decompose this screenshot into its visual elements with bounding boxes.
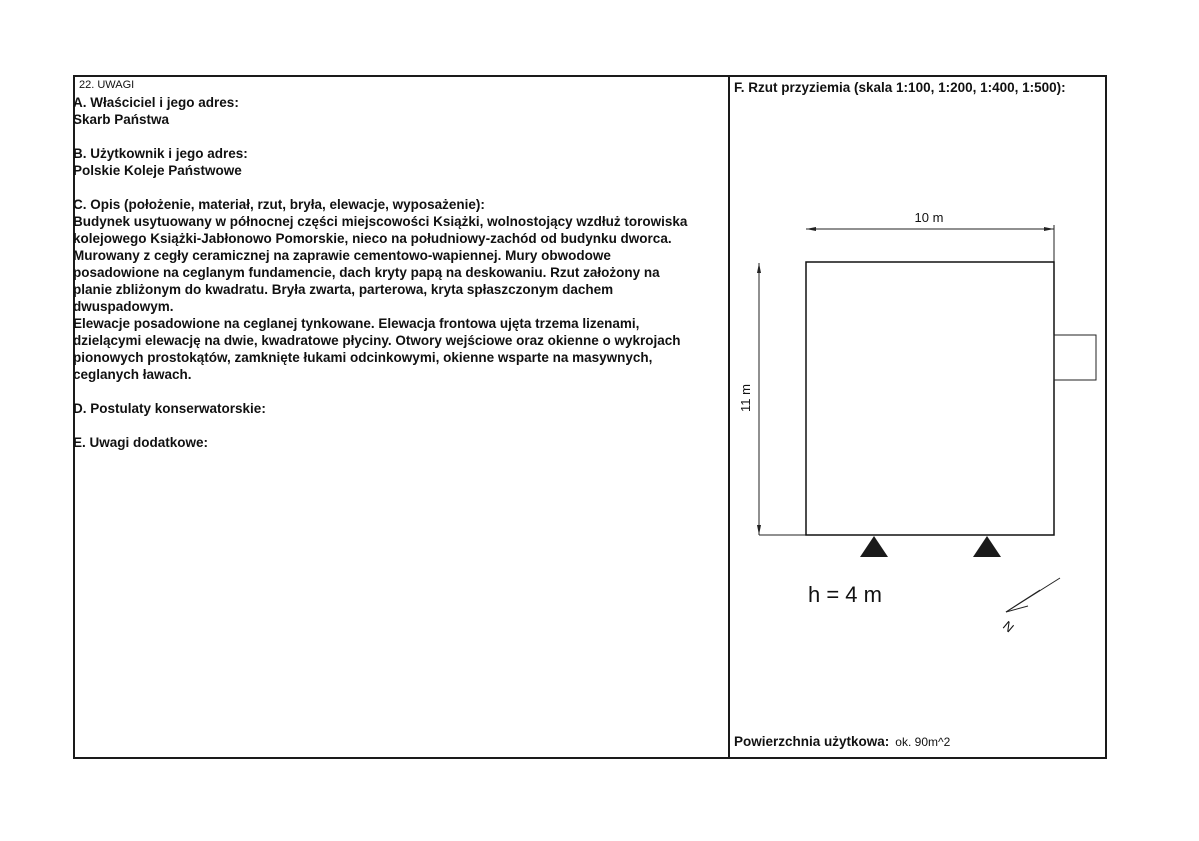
- description-line: pionowych prostokątów, zamknięte łukami odcinkowymi, okienne wsparte na masywnych,: [73, 350, 653, 365]
- building-outline: [806, 262, 1054, 535]
- dimension-arrow: [757, 525, 761, 535]
- dimension-arrow: [806, 227, 816, 231]
- remarks-heading: E. Uwagi dodatkowe:: [73, 435, 209, 450]
- north-label: N: [999, 617, 1017, 636]
- annex-outline: [1054, 335, 1096, 380]
- plan-title: F. Rzut przyziemia (skala 1:100, 1:200, 1:400, 1:500):: [734, 80, 1066, 95]
- owner-heading: A. Właściciel i jego adres:: [73, 95, 239, 110]
- usable-area-label: Powierzchnia użytkowa:: [734, 734, 890, 749]
- entrance-marker-icon: [973, 536, 1001, 557]
- postulates-heading: D. Postulaty konserwatorskie:: [73, 401, 266, 416]
- description-line: Elewacje posadowione na ceglanej tynkowane. Elewacja frontowa ujęta trzema lizenami,: [73, 316, 640, 331]
- description-line: ceglanych ławach.: [73, 367, 192, 382]
- description-line: dwuspadowym.: [73, 299, 174, 314]
- description-line: planie zbliżonym do kwadratu. Bryła zwarta, parterowa, kryta spłaszczonym dachem: [73, 282, 614, 297]
- entrance-marker-icon: [860, 536, 888, 557]
- description-line: Budynek usytuowany w północnej części miejscowości Książki, wolnostojący wzdłuż torowiska: [73, 214, 688, 229]
- width-label: 10 m: [914, 210, 944, 225]
- section-number: 22. UWAGI: [79, 79, 135, 91]
- description-line: posadowione na ceglanym fundamencie, dach kryty papą na deskowaniu. Rzut założony na: [73, 265, 660, 280]
- description-line: dzielącymi elewację na dwie, kwadratowe płyciny. Otwory wejściowe oraz okienne o wykrojach: [73, 333, 681, 348]
- building-height-label: h = 4 m: [808, 582, 882, 607]
- usable-area-value: ok. 90m^2: [895, 735, 951, 749]
- dimension-arrow: [757, 263, 761, 273]
- description-line: Murowany z cegły ceramicznej na zaprawie cementowo-wapiennej. Mury obwodowe: [73, 248, 611, 263]
- description-heading: C. Opis (położenie, materiał, rzut, bryła, elewacje, wyposażenie):: [73, 197, 485, 212]
- owner-value: Skarb Państwa: [73, 112, 170, 127]
- user-value: Polskie Koleje Państwowe: [73, 163, 242, 178]
- usable-area: [734, 734, 950, 749]
- dimension-arrow: [1044, 227, 1054, 231]
- user-heading: B. Użytkownik i jego adres:: [73, 146, 248, 161]
- height-label: 11 m: [738, 384, 753, 412]
- description-line: kolejowego Książki-Jabłonowo Pomorskie, nieco na południowy-zachód od budynku dworca.: [73, 231, 672, 246]
- north-arrow-icon: [1000, 578, 1060, 635]
